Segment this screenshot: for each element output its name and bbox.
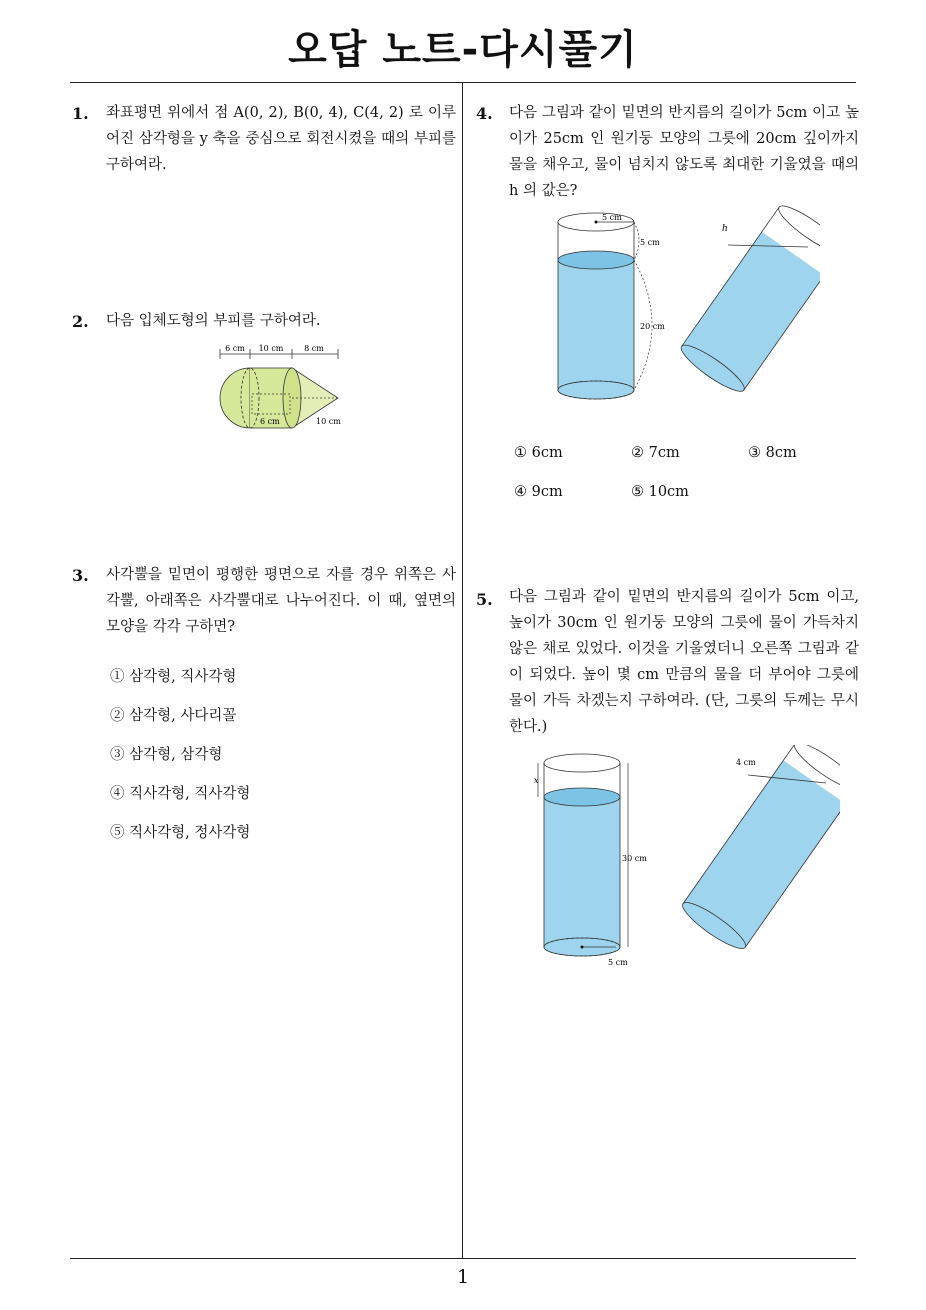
- dim-label-cone: 8 cm: [304, 344, 324, 353]
- question-text: 다음 그림과 같이 밑면의 반지름의 길이가 5cm 이고 높이가 25cm 인 원기둥 모양의 그릇에 20cm 깊이까지 물을 채우고, 물이 넘치지 않도록 최대한 기울였을 때의 h 의 값은?: [509, 105, 859, 199]
- label-radius: 5 cm: [602, 213, 622, 222]
- label-x: x: [534, 776, 539, 785]
- option-1[interactable]: ① 6cm: [514, 445, 563, 461]
- dim-label-cylinder: 10 cm: [258, 344, 284, 353]
- option-3[interactable]: ③ 삼각형, 삼각형: [110, 747, 223, 763]
- question-number: 4.: [476, 104, 493, 123]
- dim-label-hemisphere: 6 cm: [225, 344, 245, 353]
- question-number: 3.: [72, 566, 89, 585]
- label-height: 30 cm: [622, 854, 647, 863]
- top-rule: [70, 82, 856, 83]
- label-tilt: 4 cm: [736, 758, 756, 767]
- question-text: 사각뿔을 밑면이 평행한 평면으로 자를 경우 위쪽은 사각뿔, 아래쪽은 사각뿔대로 나누어진다. 이 때, 옆면의 모양을 각각 구하면?: [106, 567, 456, 635]
- page-title: 오답 노트-다시풀기: [288, 27, 638, 73]
- question-text: 다음 그림과 같이 밑면의 반지름의 길이가 5cm 이고, 높이가 30cm 인 원기둥 모양의 그릇에 물이 가득차지 않은 채로 있었다. 이것을 기울였더니 오른쪽 그림과 같이 되었다. 높이 몇 cm 만큼의 물을 더 부어야 그릇에 물이 가득 차겠는지 구하여라. (단, 그릇의 두께는 무시한다.): [509, 589, 859, 735]
- water-upright: [544, 797, 620, 947]
- partial-water-figure: [530, 745, 840, 970]
- dim-label-slant: 10 cm: [316, 417, 341, 426]
- option-5[interactable]: ⑤ 10cm: [631, 484, 689, 500]
- option-1[interactable]: ① 삼각형, 직사각형: [110, 669, 237, 685]
- bottom-rule: [70, 1258, 856, 1259]
- question-number: 5.: [476, 590, 493, 609]
- hemisphere: [220, 368, 250, 428]
- option-4[interactable]: ④ 9cm: [514, 484, 563, 500]
- tilted-cylinder-figure: [540, 205, 820, 405]
- label-radius: 5 cm: [608, 958, 628, 967]
- option-2[interactable]: ② 삼각형, 사다리꼴: [110, 708, 237, 724]
- question-number: 1.: [72, 104, 89, 123]
- option-4[interactable]: ④ 직사각형, 직사각형: [110, 786, 251, 802]
- question-text: 좌표평면 위에서 점 A(0, 2), B(0, 4), C(4, 2) 로 이루어진 삼각형을 y 축을 중심으로 회전시켰을 때의 부피를 구하여라.: [106, 105, 456, 173]
- water-upright: [558, 260, 634, 390]
- dim-label-radius: 6 cm: [260, 417, 280, 426]
- question-text: 다음 입체도형의 부피를 구하여라.: [106, 313, 321, 329]
- label-h: h: [722, 224, 728, 234]
- solid-figure: [210, 340, 350, 432]
- option-2[interactable]: ② 7cm: [631, 445, 680, 461]
- label-gap: 5 cm: [640, 238, 660, 247]
- option-5[interactable]: ⑤ 직사각형, 정사각형: [110, 825, 251, 841]
- question-number: 2.: [72, 312, 89, 331]
- option-3[interactable]: ③ 8cm: [748, 445, 797, 461]
- label-depth: 20 cm: [640, 322, 665, 331]
- page-number: 1: [456, 1266, 470, 1288]
- column-divider: [462, 82, 463, 1258]
